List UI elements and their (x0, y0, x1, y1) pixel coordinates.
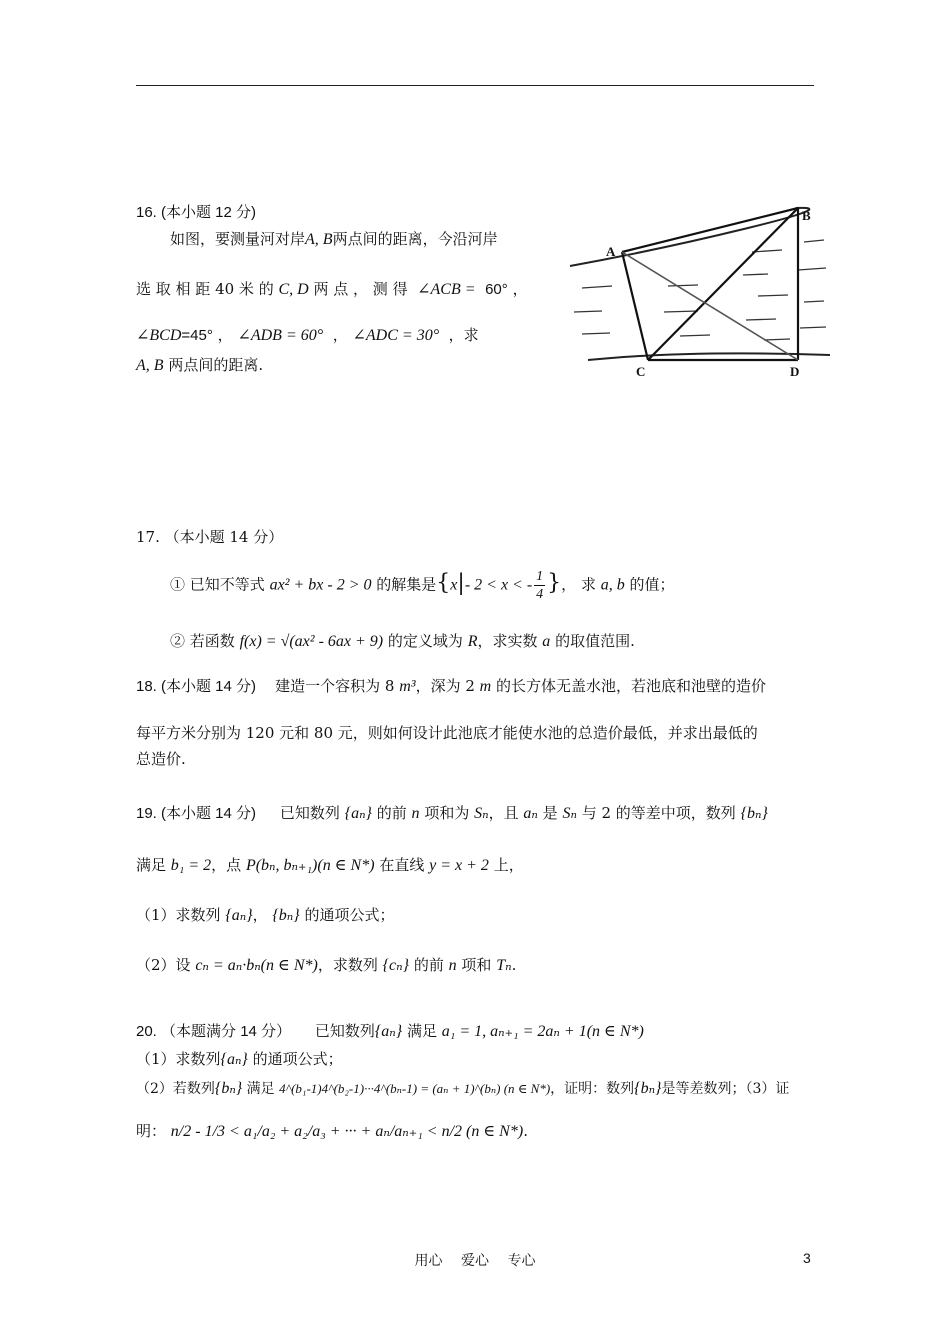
q16-header: 16. (本小题 12 分) (136, 204, 257, 221)
q17-header: 17. （本小题 14 分） (136, 528, 284, 546)
q20-part3: 明： n/2 - 1/3 < a₁/a₂ + a₂/a₃ + ··· + aₙ/aₙ₊₁ < n/2 (n ∈ N*). (136, 1122, 528, 1140)
q17-part1: ① 已知不等式 ax² + bx - 2 > 0 的解集是{x|- 2 < x < - $\frac{1}{4}$ }， 求 a, b 的值； (170, 569, 675, 602)
river-figure (568, 200, 830, 380)
q16-line2: 选 取 相 距 40 米 的 C, D 两 点 ， 测 得 ∠ACB = 60° ， (136, 280, 528, 298)
header-rule (136, 85, 814, 86)
q19-line2: 满足 b₁ = 2，点 P(bₙ, bₙ₊₁)(n ∈ N*) 在直线 y = x + 2 上， (136, 856, 524, 874)
label-A: A (606, 244, 616, 259)
footer-motto: 用心 爱心 专心 (414, 1253, 536, 1269)
label-C: C (636, 364, 646, 379)
q20-line1: 20. （本题满分 14 分） 已知数列{aₙ} 满足 a₁ = 1, aₙ₊₁ = 2aₙ + 1(n ∈ N*) (136, 1022, 644, 1040)
q18-line3: 总造价. (136, 750, 186, 768)
q20-part1: （1）求数列{aₙ} 的通项公式； (136, 1050, 343, 1068)
q17-part2: ② 若函数 f(x) = √(ax² - 6ax + 9) 的定义域为 R，求实数 a 的取值范围. (170, 632, 635, 650)
q19-part2: （2）设 cₙ = aₙ·bₙ(n ∈ N*)，求数列 {cₙ} 的前 n 项和 Tₙ. (136, 956, 517, 974)
q16-line4: A, B 两点间的距离. (136, 356, 264, 374)
q19-line1: 19. (本小题 14 分) 已知数列 {aₙ} 的前 n 项和为 Sₙ，且 aₙ 是 Sₙ 与 2 的等差中项，数列 {bₙ} (136, 804, 768, 822)
q19-part1: （1）求数列 {aₙ}， {bₙ} 的通项公式； (136, 906, 395, 924)
q20-part2: （2）若数列{bₙ} 满足 4^(b₁-1)4^(b₂-1)···4^(bₙ-1) = (aₙ + 1)^(bₙ) (n ∈ N*)，证明：数列{bₙ}是等差数列；（3）证 (136, 1080, 790, 1097)
q18-line2: 每平方米分别为 120 元和 80 元，则如何设计此池底才能使水池的总造价最低，并求出最低的 (136, 724, 758, 742)
q16-line1: 如图，要测量河对岸A, B两点间的距离，今沿河岸 (170, 230, 498, 248)
label-B: B (802, 208, 811, 223)
label-D: D (790, 364, 800, 379)
q18-line1: 18. (本小题 14 分) 建造一个容积为 8 m³，深为 2 m 的长方体无盖水池，若池底和池壁的造价 (136, 677, 767, 695)
page-number: 3 (803, 1250, 811, 1266)
q16-line3: ∠BCD=45° ， ∠ADB = 60° ， ∠ADC = 30° ，求 (136, 326, 479, 344)
